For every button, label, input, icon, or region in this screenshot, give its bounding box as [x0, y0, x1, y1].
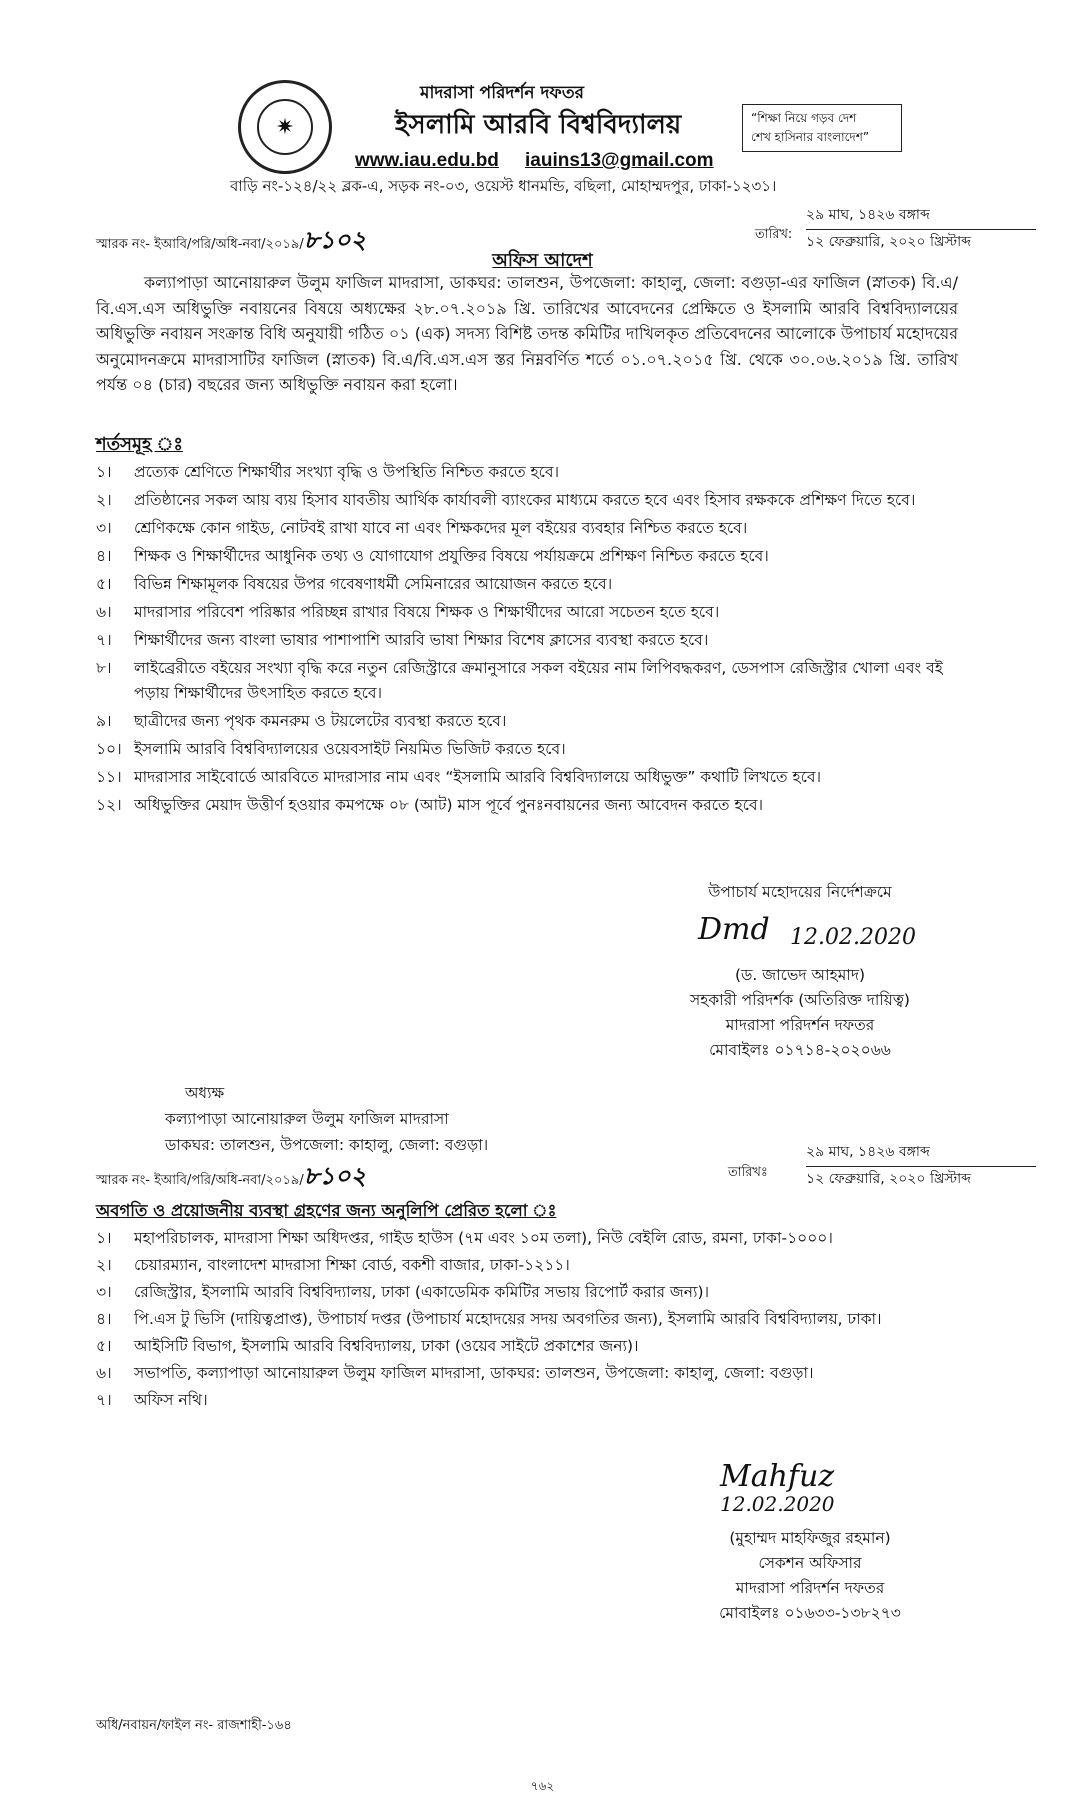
memo2-handwritten-number: ৮১০২	[303, 1161, 367, 1190]
memo2-date-english: ১২ ফেব্রুয়ারি, ২০২০ খ্রিস্টাব্দ	[806, 1171, 971, 1187]
memo2-date-bangla: ২৯ মাঘ, ১৪২৬ বঙ্গাব্দ	[806, 1140, 1036, 1167]
condition-item	[96, 572, 956, 597]
letterhead-website-link[interactable]: www.iau.edu.bd	[355, 150, 499, 171]
slogan-line: শেখ হাসিনার বাংলাদেশ”	[751, 130, 870, 144]
letterhead-email-link[interactable]: iauins13@gmail.com	[525, 150, 714, 171]
copies-list	[96, 1226, 958, 1415]
copy-item-text: আইসিটি বিভাগ, ইসলামি আরবি বিশ্ববিদ্যালয়, ঢাকা (ওয়েব সাইটে প্রকাশের জন্য)।	[134, 1337, 639, 1355]
memo-date-label: তারিখ:	[755, 227, 793, 242]
signatory-name: (মুহাম্মদ মাহফিজুর রহমান)	[729, 1529, 891, 1547]
signature-image: Dmd	[698, 912, 770, 947]
order-body: কল্যাপাড়া আনোয়ারুল উলুম ফাজিল মাদরাসা, ডাকঘর: তালশুন, উপজেলা: কাহালু, জেলা: বগুড়া-এর ফাজিল (স্নাতক) বি.এ/বি.এস.এস অধিভুক্তি নবায়নের বিষয়ে অধ্যক্ষের ২৮.০৭.২০১৯ খ্রি. তারিখের আবেদনের প্রেক্ষিতে ও ইসলামি আরবি বিশ্ববিদ্যালয়ের অধিভুক্তি নবায়ন সংক্রান্ত বিধি অনুযায়ী গঠিত ০১ (এক) সদস্য বিশিষ্ট তদন্ত কমিটির দাখিলকৃত প্রতিবেদনের আলোকে উপাচার্য মহোদয়ের অনুমোদনক্রমে মাদরাসাটির ফাজিল (স্নাতক) বি.এ/বি.এস.এস স্তর নিম্নবর্ণিত শর্তে ০১.০৭.২০১৫ খ্রি. থেকে ৩০.০৬.২০১৯ খ্রি. তারিখ পর্যন্ত ০৪ (চার) বছরের জন্য অধিভুক্তি নবায়ন করা হলো।	[96, 273, 958, 394]
condition-item	[96, 737, 956, 762]
condition-item	[96, 656, 956, 706]
condition-item-number: ১।	[96, 463, 112, 481]
condition-item-number: ৭।	[96, 631, 112, 649]
letterhead-address: বাড়ি নং-১২৪/২২ ব্লক-এ, সড়ক নং-০৩, ওয়েস্ট ধানমন্ডি, বছিলা, মোহাম্মদপুর, ঢাকা-১২৩১।	[230, 177, 777, 195]
condition-item-number: ৯।	[96, 712, 112, 730]
addressee-address: ডাকঘর: তালশুন, উপজেলা: কাহালু, জেলা: বগুড়া।	[165, 1136, 489, 1154]
signatory-mobile: মোবাইলঃ ০১৭১৪-২০২০৬৬	[709, 1041, 891, 1059]
signatory-directive: উপাচার্য মহোদয়ের নির্দেশক্রমে	[708, 883, 892, 901]
copy-item-text: রেজিস্ট্রার, ইসলামি আরবি বিশ্ববিদ্যালয়, ঢাকা (একাডেমিক কমিটির সভায় রিপোর্ট করার জন্য)।	[134, 1283, 710, 1301]
memo2-date	[806, 1140, 1036, 1191]
copy-item	[96, 1334, 958, 1359]
condition-item	[96, 793, 956, 818]
copies-heading: অবগতি ও প্রয়োজনীয় ব্যবস্থা গ্রহণের জন্য অনুলিপি প্রেরিত হলো ঃ	[96, 1201, 557, 1220]
memo-handwritten-number: ৮১০২	[303, 225, 367, 254]
university-logo	[238, 80, 332, 174]
condition-item	[96, 544, 956, 569]
condition-item-text: ছাত্রীদের জন্য পৃথক কমনরুম ও টয়লেটের ব্যবস্থা করতে হবে।	[134, 712, 507, 730]
signature-date: 12.02.2020	[720, 1492, 835, 1516]
copy-item	[96, 1253, 958, 1278]
memo-date-bangla: ২৯ মাঘ, ১৪২৬ বঙ্গাব্দ	[806, 203, 1036, 230]
signatory-1	[640, 880, 960, 1063]
condition-item-text: লাইব্রেরীতে বইয়ের সংখ্যা বৃদ্ধি করে নতুন রেজিস্ট্রারে ক্রমানুসারে সকল বইয়ের নাম লিপিবদ্ধকরণ, ডেসপাস রেজিস্ট্রার খোলা এবং বই পড়ায় শিক্ষার্থীদের উৎসাহিত করতে হবে।	[134, 659, 943, 702]
copy-item	[96, 1388, 958, 1413]
addressee-block	[165, 1080, 489, 1158]
signature-date: 12.02.2020	[790, 925, 916, 950]
condition-item-number: ১০।	[96, 740, 122, 758]
letterhead-office: মাদরাসা পরিদর্শন দফতর	[420, 83, 584, 103]
condition-item	[96, 516, 956, 541]
condition-item-text: মাদরাসার পরিবেশ পরিষ্কার পরিচ্ছন্ন রাখার বিষয়ে শিক্ষক ও শিক্ষার্থীদের আরো সচেতন হতে হবে।	[134, 603, 720, 621]
conditions-list	[96, 460, 956, 821]
condition-item-text: শিক্ষক ও শিক্ষার্থীদের আধুনিক তথ্য ও যোগাযোগ প্রযুক্তির বিষয়ে পর্যায়ক্রমে প্রশিক্ষণ নিশ্চিত করতে হবে।	[134, 547, 769, 565]
condition-item-number: ৮।	[96, 659, 112, 677]
addressee-institution: কল্যাপাড়া আনোয়ারুল উলুম ফাজিল মাদরাসা	[165, 1110, 449, 1128]
condition-item	[96, 709, 956, 734]
signatory-office: মাদরাসা পরিদর্শন দফতর	[725, 1016, 875, 1034]
slogan-line: “শিক্ষা নিয়ে গড়ব দেশ	[751, 111, 857, 125]
signatory-name: (ড. জাভেদ আহমাদ)	[734, 966, 866, 984]
condition-item-text: শিক্ষার্থীদের জন্য বাংলা ভাষার পাশাপাশি আরবি ভাষা শিক্ষার বিশেষ ক্লাসের ব্যবস্থা করতে হবে।	[134, 631, 709, 649]
condition-item-number: ১১।	[96, 768, 122, 786]
condition-item-number: ৫।	[96, 575, 112, 593]
condition-item-text: প্রত্যেক শ্রেণিতে শিক্ষার্থীর সংখ্যা বৃদ্ধি ও উপস্থিতি নিশ্চিত করতে হবে।	[134, 463, 560, 481]
condition-item-text: মাদরাসার সাইবোর্ডে আরবিতে মাদরাসার নাম এবং “ইসলামি আরবি বিশ্ববিদ্যালয়ে অধিভুক্ত” কথাটি লিখতে হবে।	[134, 768, 822, 786]
condition-item	[96, 628, 956, 653]
copy-item	[96, 1280, 958, 1305]
condition-item-number: ৪।	[96, 547, 112, 565]
condition-item-number: ১২।	[96, 796, 122, 814]
condition-item	[96, 460, 956, 485]
signature-area	[660, 1459, 960, 1526]
copy-item-number: ৭।	[96, 1391, 112, 1409]
condition-item	[96, 765, 956, 790]
copy-item-number: ৬।	[96, 1364, 112, 1382]
copy-item-number: ৫।	[96, 1337, 112, 1355]
addressee-title: অধ্যক্ষ	[185, 1084, 225, 1102]
condition-item-number: ২।	[96, 491, 112, 509]
condition-item-text: বিভিন্ন শিক্ষামূলক বিষয়ের উপর গবেষণাধর্মী সেমিনারের আয়োজন করতে হবে।	[134, 575, 613, 593]
memo-ref-text: স্মারক নং- ইআবি/পরি/অধি-নবা/২০১৯/	[96, 237, 304, 252]
conditions-heading: শর্তসমূহ ঃ	[96, 434, 183, 455]
memo2-ref	[96, 1158, 366, 1198]
signatory-designation: সহকারী পরিদর্শক (অতিরিক্ত দায়িত্ব)	[690, 991, 910, 1009]
condition-item-text: অধিভুক্তির মেয়াদ উত্তীর্ণ হওয়ার কমপক্ষে ০৮ (আট) মাস পূর্বে পুনঃনবায়নের জন্য আবেদন করতে হবে।	[134, 796, 763, 814]
page-number: ৭৬২	[530, 1779, 555, 1793]
signatory-mobile: মোবাইলঃ ০১৬৩৩-১৩৮২৭৩	[719, 1604, 901, 1622]
condition-item-number: ৩।	[96, 519, 112, 537]
condition-item-text: ইসলামি আরবি বিশ্ববিদ্যালয়ের ওয়েবসাইট নিয়মিত ভিজিট করতে হবে।	[134, 740, 566, 758]
letterhead-university: ইসলামি আরবি বিশ্ববিদ্যালয়	[395, 110, 682, 140]
signatory-office: মাদরাসা পরিদর্শন দফতর	[735, 1579, 885, 1597]
signature-area	[640, 905, 960, 963]
memo2-date-label: তারিখঃ	[728, 1165, 768, 1180]
copy-item-text: চেয়ারম্যান, বাংলাদেশ মাদরাসা শিক্ষা বোর্ড, বকশী বাজার, ঢাকা-১২১১।	[134, 1256, 570, 1274]
signatory-2	[660, 1459, 960, 1626]
logo-emblem-icon: ✷	[257, 99, 313, 155]
document-title-text: অফিস আদেশ	[492, 250, 593, 271]
memo-date-english: ১২ ফেব্রুয়ারি, ২০২০ খ্রিস্টাব্দ	[806, 234, 971, 250]
copy-item-number: ৩।	[96, 1283, 112, 1301]
condition-item-text: প্রতিষ্ঠানের সকল আয় ব্যয় হিসাব যাবতীয় আর্থিক কার্যাবলী ব্যাংকের মাধ্যমে করতে হবে এবং হিসাব রক্ষককে প্রশিক্ষণ দিতে হবে।	[134, 491, 916, 509]
condition-item-text: শ্রেণিকক্ষে কোন গাইড, নোটবই রাখা যাবে না এবং শিক্ষকদের মূল বইয়ের ব্যবহার নিশ্চিত করতে হবে।	[134, 519, 748, 537]
file-number: অধি/নবায়ন/ফাইল নং- রাজশাহী-১৬৪	[96, 1718, 292, 1733]
copy-item-text: অফিস নথি।	[134, 1391, 208, 1409]
copy-item	[96, 1226, 958, 1251]
copy-item-text: মহাপরিচালক, মাদরাসা শিক্ষা অধিদপ্তর, গাইড হাউস (৭ম এবং ১০ম তলা), নিউ বেইলি রোড, রমনা, ঢাকা-১০০০।	[134, 1229, 833, 1247]
slogan-box	[742, 104, 902, 152]
copy-item-text: সভাপতি, কল্যাপাড়া আনোয়ারুল উলুম ফাজিল মাদরাসা, ডাকঘর: তালশুন, উপজেলা: কাহালু, জেলা: বগুড়া।	[134, 1364, 814, 1382]
copy-item	[96, 1361, 958, 1386]
signature-image: Mahfuz	[720, 1459, 835, 1494]
copy-item-text: পি.এস টু ভিসি (দায়িত্বপ্রাপ্ত), উপাচার্য দপ্তর (উপাচার্য মহোদয়ের সদয় অবগতির জন্য), ইসলামি আরবি বিশ্ববিদ্যালয়, ঢাকা।	[134, 1310, 882, 1328]
memo2-ref-text: স্মারক নং- ইআবি/পরি/অধি-নবা/২০১৯/	[96, 1173, 304, 1188]
copy-item-number: ২।	[96, 1256, 112, 1274]
signatory-designation: সেকশন অফিসার	[758, 1554, 862, 1572]
condition-item-number: ৬।	[96, 603, 112, 621]
copy-item	[96, 1307, 958, 1332]
condition-item	[96, 600, 956, 625]
condition-item	[96, 488, 956, 513]
copy-item-number: ৪।	[96, 1310, 112, 1328]
copy-item-number: ১।	[96, 1229, 112, 1247]
